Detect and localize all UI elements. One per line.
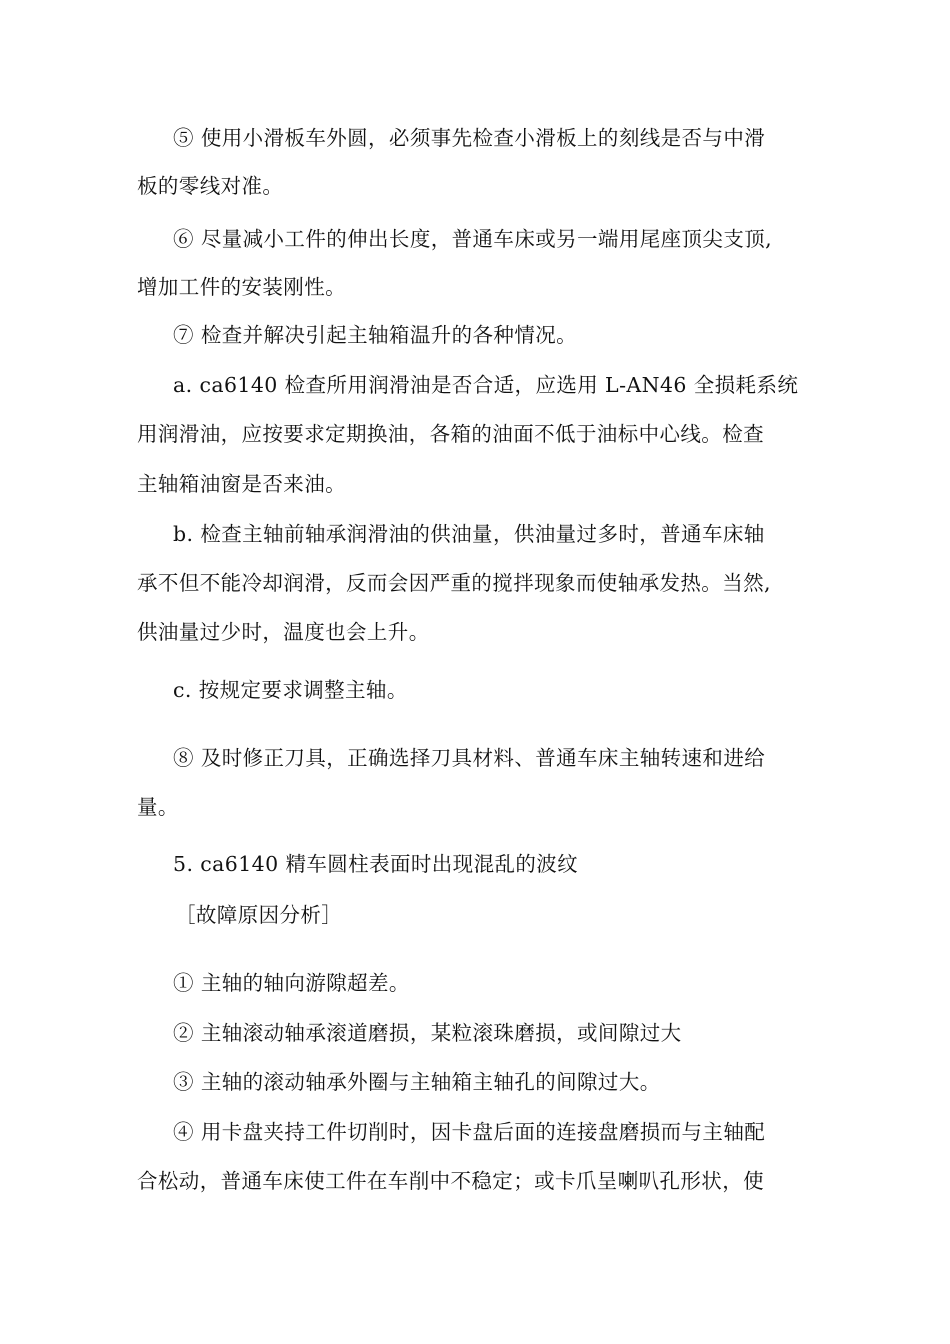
list-item: ① 主轴的轴向游隙超差。 <box>173 971 410 995</box>
list-item: ② 主轴滚动轴承滚道磨损，某粒滚珠磨损，或间隙过大 <box>173 1021 682 1045</box>
paragraph-line: 合松动，普通车床使工件在车削中不稳定；或卡爪呈喇叭孔形状，使 <box>137 1169 764 1193</box>
paragraph-line: ⑧ 及时修正刀具，正确选择刀具材料、普通车床主轴转速和进给 <box>173 746 766 770</box>
paragraph-line: 板的零线对准。 <box>137 174 284 198</box>
subsection-heading: ［故障原因分析］ <box>175 903 343 927</box>
paragraph-line: 增加工件的安装刚性。 <box>137 275 346 299</box>
paragraph-line: ⑥ 尽量减小工件的伸出长度，普通车床或另一端用尾座顶尖支顶, <box>173 227 773 251</box>
paragraph-line: b. 检查主轴前轴承润滑油的供油量，供油量过多时，普通车床轴 <box>173 522 765 546</box>
paragraph-line: ⑤ 使用小滑板车外圆，必须事先检查小滑板上的刻线是否与中滑 <box>173 126 766 150</box>
paragraph-line: ⑦ 检查并解决引起主轴箱温升的各种情况。 <box>173 323 578 347</box>
paragraph-line: c. 按规定要求调整主轴。 <box>173 678 408 702</box>
list-item: ④ 用卡盘夹持工件切削时，因卡盘后面的连接盘磨损而与主轴配 <box>173 1120 766 1144</box>
paragraph-line: 量。 <box>137 795 179 819</box>
section-heading: 5. ca6140 精车圆柱表面时出现混乱的波纹 <box>173 852 579 876</box>
paragraph-line: a. ca6140 检查所用润滑油是否合适，应选用 L-AN46 全损耗系统 <box>173 373 799 397</box>
paragraph-line: 用润滑油，应按要求定期换油，各箱的油面不低于油标中心线。检查 <box>137 422 764 446</box>
paragraph-line: 承不但不能冷却润滑，反而会因严重的搅拌现象而使轴承发热。当然, <box>137 571 771 595</box>
paragraph-line: 供油量过少时，温度也会上升。 <box>137 620 430 644</box>
list-item: ③ 主轴的滚动轴承外圈与主轴箱主轴孔的间隙过大。 <box>173 1070 661 1094</box>
paragraph-line: 主轴箱油窗是否来油。 <box>137 472 346 496</box>
